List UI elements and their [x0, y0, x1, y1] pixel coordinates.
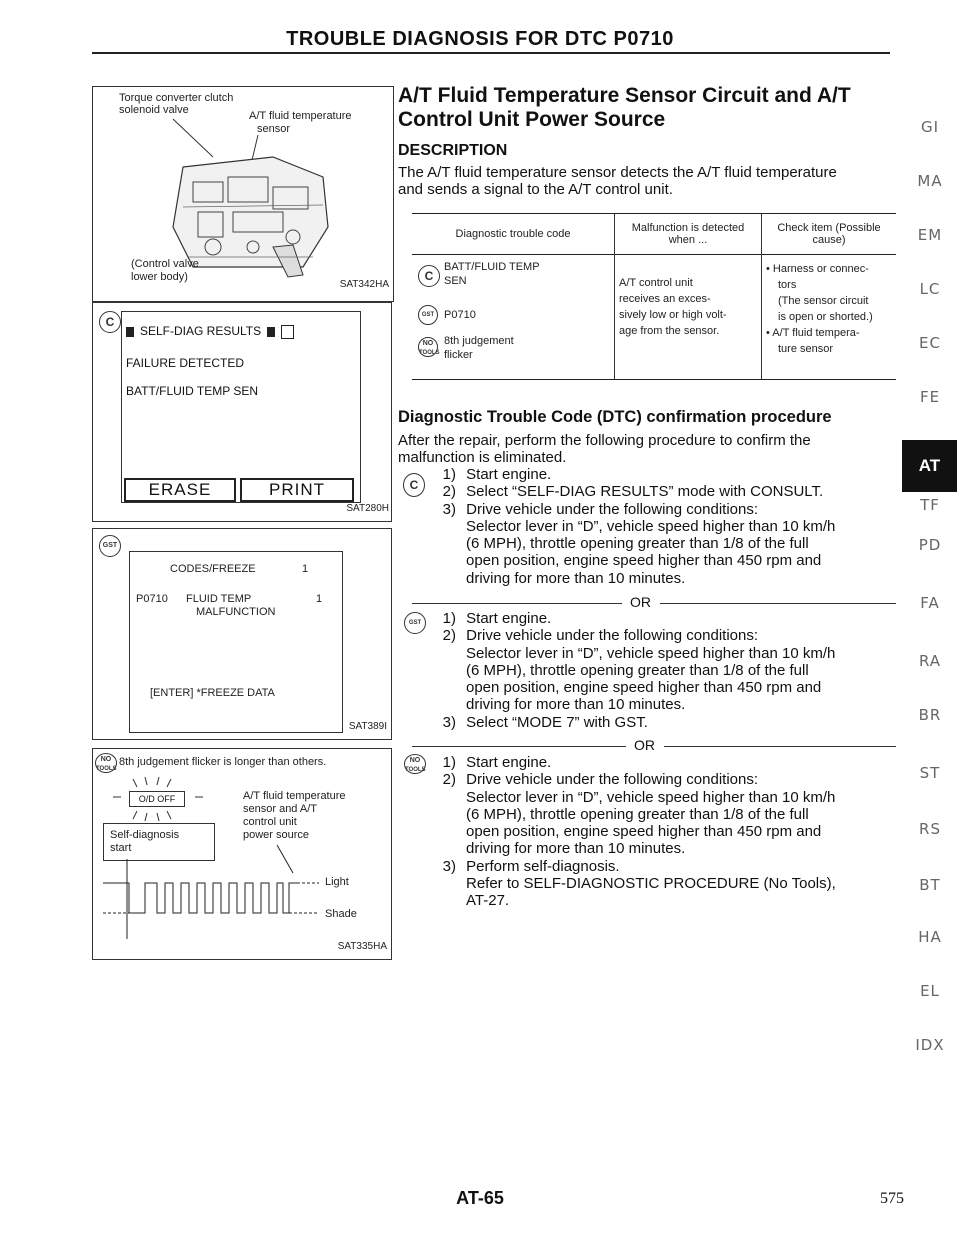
- step-number: 3): [442, 713, 456, 731]
- sidebar-tab-br[interactable]: BR: [918, 706, 942, 724]
- header-rule: [92, 52, 890, 54]
- sidebar-tab-fa[interactable]: FA: [920, 594, 940, 612]
- procedure-consult: [430, 466, 900, 587]
- figure-fluid-sensor-location: [92, 86, 394, 302]
- step-number: 1): [442, 466, 456, 483]
- or-separator: OR: [630, 594, 651, 610]
- dtc-code: P0710: [136, 593, 168, 605]
- procedure-gst: [430, 610, 900, 731]
- flicker-desc-3: control unit: [243, 816, 297, 828]
- malfunction-line: sively low or high volt-: [619, 309, 727, 321]
- sidebar-tab-em[interactable]: EM: [917, 226, 943, 244]
- freeze-footer: [ENTER] *FREEZE DATA: [150, 687, 275, 699]
- col-header-malfunction: Malfunction is detected when ...: [615, 214, 762, 255]
- check-line: • A/T fluid tempera-: [766, 327, 860, 339]
- flicker-desc-2: sensor and A/T: [243, 803, 317, 815]
- section-title-2: Control Unit Power Source: [398, 108, 666, 131]
- label-sensor-1: A/T fluid temperature: [249, 110, 352, 122]
- dtc-procedure-heading: Diagnostic Trouble Code (DTC) confirmation procedure: [398, 408, 832, 426]
- sidebar-tab-fe[interactable]: FE: [919, 388, 941, 406]
- no-tools-icon-text-1: NO: [409, 757, 421, 764]
- step-text: Select “MODE 7” with GST.: [466, 713, 648, 731]
- self-diagnosis-label-2: start: [110, 842, 132, 854]
- step-text: Drive vehicle under the following conditions:: [466, 627, 758, 645]
- codes-freeze-header: CODES/FREEZE: [170, 563, 256, 575]
- figure-code: SAT342HA: [339, 279, 389, 290]
- description-line-2: and sends a signal to the A/T control unit.: [398, 181, 673, 199]
- consult-icon: C: [403, 473, 425, 497]
- step: [430, 627, 900, 644]
- flicker-desc-4: power source: [243, 829, 310, 841]
- code-consult-1: BATT/FLUID TEMP: [444, 261, 540, 273]
- step-number: 2): [442, 483, 456, 501]
- step-continuation: driving for more than 10 minutes.: [466, 696, 686, 714]
- step-continuation: Refer to SELF-DIAGNOSTIC PROCEDURE (No Tools),: [466, 875, 836, 893]
- step-continuation: open position, engine speed higher than 450 rpm and: [466, 679, 822, 697]
- dtc-desc-1: FLUID TEMP: [186, 593, 252, 605]
- label-control-1: (Control valve: [131, 258, 199, 270]
- no-tools-icon-text-1: NO: [422, 340, 434, 347]
- no-tools-icon-text-2: TOOLS: [419, 350, 440, 356]
- sidebar-tab-st[interactable]: ST: [919, 764, 941, 782]
- step: [430, 501, 900, 518]
- screen-header: [126, 324, 294, 339]
- check-line: • Harness or connec-: [766, 263, 869, 275]
- or-divider-left: [412, 746, 626, 747]
- consult-screen: [121, 311, 361, 503]
- step-number: 1): [442, 754, 456, 771]
- step-continuation: Selector lever in “D”, vehicle speed higher than 10 km/h: [466, 788, 836, 806]
- or-divider-left: [412, 603, 622, 604]
- col-header-check: Check item (Possible cause): [762, 214, 897, 255]
- step-text: Start engine.: [466, 754, 552, 771]
- code-notools-1: 8th judgement: [444, 335, 514, 347]
- figure-code: SAT389I: [348, 721, 387, 732]
- main-column: [398, 84, 898, 199]
- no-tools-icon-text-1: NO: [100, 756, 112, 763]
- step-continuation: open position, engine speed higher than 450 rpm and: [466, 823, 822, 841]
- col-header-code: Diagnostic trouble code: [455, 228, 571, 240]
- label-clutch-1: Torque converter clutch: [119, 92, 234, 104]
- step-number: 3): [442, 857, 456, 875]
- or-divider-right: [660, 603, 896, 604]
- or-separator: OR: [634, 737, 655, 753]
- gst-icon: GST: [404, 612, 426, 634]
- gst-icon: GST: [418, 305, 438, 325]
- check-line: tors: [778, 279, 797, 291]
- step-text: Select “SELF-DIAG RESULTS” mode with CONSULT.: [466, 483, 824, 501]
- step-continuation: (6 MPH), throttle opening greater than 1/8 of the full: [466, 535, 809, 553]
- step-continuation: Selector lever in “D”, vehicle speed higher than 10 km/h: [466, 517, 836, 535]
- description-line-1: The A/T fluid temperature sensor detects the A/T fluid temperature: [398, 164, 837, 181]
- step: [430, 483, 900, 500]
- step-text: Drive vehicle under the following conditions:: [466, 500, 758, 518]
- label-control-2: lower body): [131, 271, 188, 283]
- intro-line-2: malfunction is eliminated.: [398, 449, 567, 467]
- step-continuation: (6 MPH), throttle opening greater than 1/8 of the full: [466, 805, 809, 823]
- print-button[interactable]: PRINT: [240, 478, 354, 502]
- flicker-waveform: [93, 843, 391, 943]
- page-number: 575: [880, 1190, 904, 1207]
- failure-detected: FAILURE DETECTED: [126, 356, 245, 370]
- step: [430, 466, 900, 483]
- code-cell: [412, 255, 615, 380]
- sidebar-tab-el[interactable]: EL: [920, 982, 940, 1000]
- figure-code: SAT280H: [346, 503, 389, 514]
- flicker-title: 8th judgement flicker is longer than others.: [119, 756, 327, 768]
- check-line: is open or shorted.): [778, 311, 873, 323]
- step: [430, 610, 900, 627]
- step-continuation: AT-27.: [466, 892, 510, 910]
- step-continuation: (6 MPH), throttle opening greater than 1/8 of the full: [466, 661, 809, 679]
- figure-flicker-pattern: [92, 748, 392, 960]
- step: [430, 771, 900, 788]
- check-line: (The sensor circuit: [778, 295, 869, 307]
- flicker-desc-1: A/T fluid temperature: [243, 790, 346, 802]
- step-continuation: open position, engine speed higher than 450 rpm and: [466, 552, 822, 570]
- no-tools-icon-text-2: TOOLS: [405, 767, 426, 773]
- step-continuation: driving for more than 10 minutes.: [466, 840, 686, 858]
- code-consult-2: SEN: [444, 275, 467, 287]
- dtc-table: [412, 213, 896, 380]
- step-number: 2): [442, 627, 456, 645]
- figure-code: SAT335HA: [337, 941, 387, 952]
- step-number: 1): [442, 610, 456, 627]
- od-off-indicator: O/D OFF: [129, 791, 185, 807]
- self-diagnosis-label-1: Self-diagnosis: [110, 829, 180, 841]
- screen-title: SELF-DIAG RESULTS: [140, 324, 262, 338]
- sidebar-tab-ec[interactable]: EC: [919, 334, 941, 352]
- malfunction-cell: [615, 255, 762, 380]
- step-continuation: driving for more than 10 minutes.: [466, 569, 686, 587]
- code-notools-2: flicker: [444, 349, 473, 361]
- step-text: Drive vehicle under the following conditions:: [466, 771, 758, 789]
- no-tools-icon: [418, 337, 438, 357]
- no-tools-icon-text-2: TOOLS: [96, 766, 117, 772]
- indicator-rays: [113, 775, 203, 825]
- intro-line-1: After the repair, perform the following procedure to confirm the: [398, 432, 811, 449]
- step-text: Start engine.: [466, 610, 552, 627]
- step-number: 2): [442, 771, 456, 789]
- sidebar-tab-idx[interactable]: IDX: [915, 1036, 945, 1054]
- consult-icon: C: [99, 311, 121, 333]
- dtc-intro: [398, 432, 898, 467]
- gst-icon: GST: [99, 535, 121, 557]
- consult-icon: C: [418, 265, 440, 287]
- step-text: Perform self-diagnosis.: [466, 857, 620, 875]
- step: [430, 754, 900, 771]
- page-title: TROUBLE DIAGNOSIS FOR DTC P0710: [286, 28, 674, 50]
- sidebar-tab-tf[interactable]: TF: [920, 496, 940, 514]
- step-text: Start engine.: [466, 466, 552, 483]
- figure-consult-screen: [92, 302, 392, 522]
- dtc-count: 1: [316, 593, 323, 605]
- light-label: Light: [325, 876, 349, 888]
- erase-button[interactable]: ERASE: [124, 478, 236, 502]
- sidebar-tab-rs[interactable]: RS: [919, 820, 941, 838]
- or-divider-right: [664, 746, 896, 747]
- step: [430, 858, 900, 875]
- procedure-no-tools: [430, 754, 900, 910]
- malfunction-line: A/T control unit: [619, 277, 693, 289]
- sidebar-tab-gi[interactable]: GI: [920, 118, 940, 136]
- sidebar-tab-lc[interactable]: LC: [919, 280, 941, 298]
- sidebar-tab-at-active[interactable]: AT: [902, 440, 957, 492]
- figure-gst-screen: [92, 528, 392, 740]
- label-sensor-2: sensor: [257, 123, 291, 135]
- codes-freeze-count: 1: [302, 563, 309, 575]
- step: [430, 714, 900, 731]
- sidebar-tab-pd[interactable]: PD: [918, 536, 942, 554]
- malfunction-line: receives an exces-: [619, 293, 711, 305]
- label-clutch-2: solenoid valve: [119, 104, 189, 116]
- shade-label: Shade: [325, 908, 357, 920]
- sidebar-tab-ra[interactable]: RA: [918, 652, 942, 670]
- dtc-desc-2: MALFUNCTION: [196, 606, 276, 618]
- failure-item: BATT/FLUID TEMP SEN: [126, 384, 259, 398]
- description-heading: DESCRIPTION: [398, 142, 508, 159]
- step-number: 3): [442, 500, 456, 518]
- check-line: ture sensor: [778, 343, 834, 355]
- malfunction-line: age from the sensor.: [619, 325, 720, 337]
- no-tools-icon: [95, 753, 117, 773]
- step-continuation: Selector lever in “D”, vehicle speed higher than 10 km/h: [466, 644, 836, 662]
- no-tools-icon: [404, 754, 426, 774]
- gst-screen: [129, 551, 343, 733]
- section-title-1: A/T Fluid Temperature Sensor Circuit and A/T: [398, 84, 851, 107]
- code-gst: P0710: [444, 309, 476, 321]
- check-cell: [762, 255, 897, 380]
- page-label: AT-65: [456, 1188, 504, 1208]
- sidebar-tab-bt[interactable]: BT: [919, 876, 941, 894]
- sidebar-tab-ma[interactable]: MA: [917, 172, 943, 190]
- sidebar-tab-ha[interactable]: HA: [918, 928, 942, 946]
